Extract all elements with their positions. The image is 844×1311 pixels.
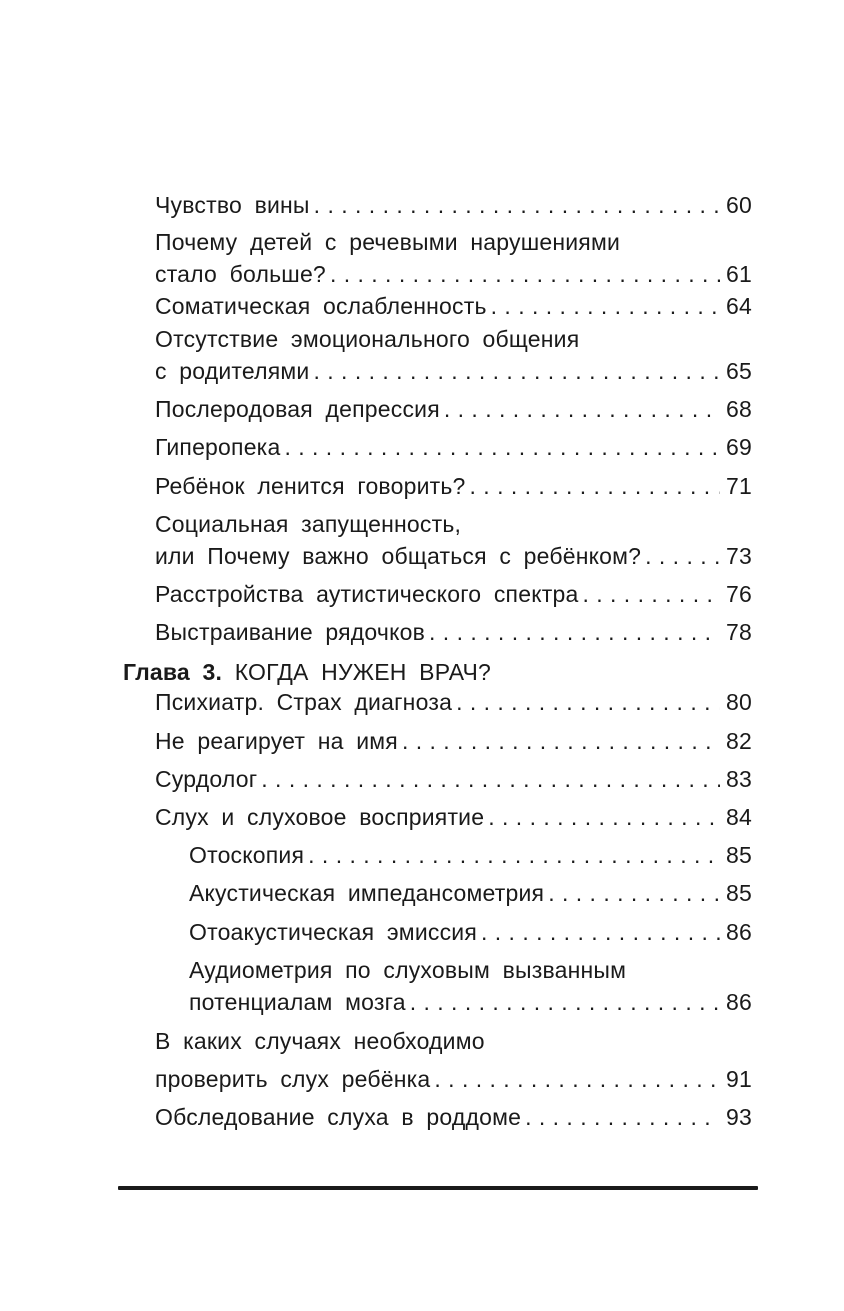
toc-entry-title: Акустическая импедансометрия (189, 880, 545, 906)
dot-leader (313, 355, 720, 387)
toc-entry-page: 86 (726, 919, 752, 945)
toc-entry-page: 80 (726, 689, 752, 715)
toc-entry (155, 763, 752, 795)
toc-entry-page: 68 (726, 396, 752, 422)
toc-entry-page: 71 (726, 473, 752, 499)
toc-entry-title: Слух и слуховое восприятие (155, 804, 485, 830)
toc-entry-title: Психиатр. Страх диагноза (155, 689, 453, 715)
dot-leader (402, 725, 720, 757)
toc-entry-page: 73 (726, 543, 752, 569)
toc-entry-page: 82 (726, 728, 752, 754)
dot-leader (548, 877, 720, 909)
toc-entry-title: Выстраивание рядочков (155, 619, 426, 645)
toc-entry-title: Ребёнок ленится говорить? (155, 473, 466, 499)
toc-entry-page: 91 (726, 1066, 752, 1092)
dot-leader (308, 839, 720, 871)
toc-entry (155, 540, 752, 572)
dot-leader (456, 686, 720, 718)
dot-leader (491, 290, 720, 322)
dot-leader (429, 616, 720, 648)
toc-entry-title-line: В каких случаях необходимо (155, 1028, 485, 1054)
toc-entry-page: 61 (726, 261, 752, 287)
toc-entry (155, 578, 752, 610)
toc-entry-title: Чувство вины (155, 192, 310, 218)
footer-rule (118, 1186, 758, 1190)
toc-entry-title: проверить слух ребёнка (155, 1066, 431, 1092)
dot-leader (488, 801, 720, 833)
toc-entry (155, 355, 752, 387)
dot-leader (582, 578, 720, 610)
dot-leader (645, 540, 720, 572)
dot-leader (410, 986, 720, 1018)
toc-subentry (189, 877, 752, 909)
toc-entry-page: 86 (726, 989, 752, 1015)
toc-entry-title: Гиперопека (155, 434, 281, 460)
toc-entry (155, 470, 752, 502)
toc-entry-title: Соматическая ослабленность (155, 293, 487, 319)
toc-entry-page: 85 (726, 880, 752, 906)
toc-subentry (189, 916, 752, 948)
toc-entry-title: с родителями (155, 358, 310, 384)
toc-entry-title: Расстройства аутистического спектра (155, 581, 579, 607)
toc-entry (155, 1101, 752, 1133)
toc-entry (155, 189, 752, 221)
toc-entry-page: 76 (726, 581, 752, 607)
dot-leader (470, 470, 720, 502)
toc-entry-title-line: Почему детей с речевыми нарушениями (155, 229, 621, 255)
toc-entry-title: Не реагирует на имя (155, 728, 398, 754)
toc-entry (155, 801, 752, 833)
toc-entry-title: стало больше? (155, 261, 326, 287)
toc-entry (155, 725, 752, 757)
toc-entry-title-line: Отсутствие эмоционального общения (155, 326, 580, 352)
chapter-heading (123, 656, 752, 688)
toc-entry-page: 60 (726, 192, 752, 218)
toc-entry-title: Обследование слуха в роддоме (155, 1104, 522, 1130)
chapter-label: Глава 3. (123, 659, 223, 685)
toc-entry-title: Сурдолог (155, 766, 258, 792)
toc-entry-page: 64 (726, 293, 752, 319)
toc-subentry (189, 839, 752, 871)
dot-leader (481, 916, 720, 948)
toc-entry-title-line: Аудиометрия по слуховым вызванным (189, 957, 627, 983)
toc-entry (155, 616, 752, 648)
toc-entry-page: 78 (726, 619, 752, 645)
toc-entry (155, 393, 752, 425)
toc-entry (155, 431, 752, 463)
toc-entry-page: 84 (726, 804, 752, 830)
toc-entry (155, 258, 752, 290)
toc-entry-title-line: Социальная запущенность, (155, 511, 462, 537)
dot-leader (525, 1101, 720, 1133)
toc-entry-title: потенциалам мозга (189, 989, 406, 1015)
toc-entry-title: Отоскопия (189, 842, 305, 868)
dot-leader (314, 189, 720, 221)
toc-entry-page: 83 (726, 766, 752, 792)
toc-entry-page: 93 (726, 1104, 752, 1130)
toc-entry-title: Послеродовая депрессия (155, 396, 440, 422)
chapter-title: КОГДА НУЖЕН ВРАЧ? (234, 659, 491, 685)
dot-leader (330, 258, 720, 290)
dot-leader (434, 1063, 720, 1095)
dot-leader (444, 393, 720, 425)
toc-entry-title: или Почему важно общаться с ребёнком? (155, 543, 642, 569)
toc-entry-title: Отоакустическая эмиссия (189, 919, 477, 945)
toc-entry (155, 686, 752, 718)
toc-entry-page: 85 (726, 842, 752, 868)
toc-entry-page: 69 (726, 434, 752, 460)
dot-leader (284, 431, 720, 463)
dot-leader (261, 763, 720, 795)
toc-entry (155, 1063, 752, 1095)
toc-entry (155, 290, 752, 322)
toc-subentry (189, 986, 752, 1018)
toc-entry-page: 65 (726, 358, 752, 384)
